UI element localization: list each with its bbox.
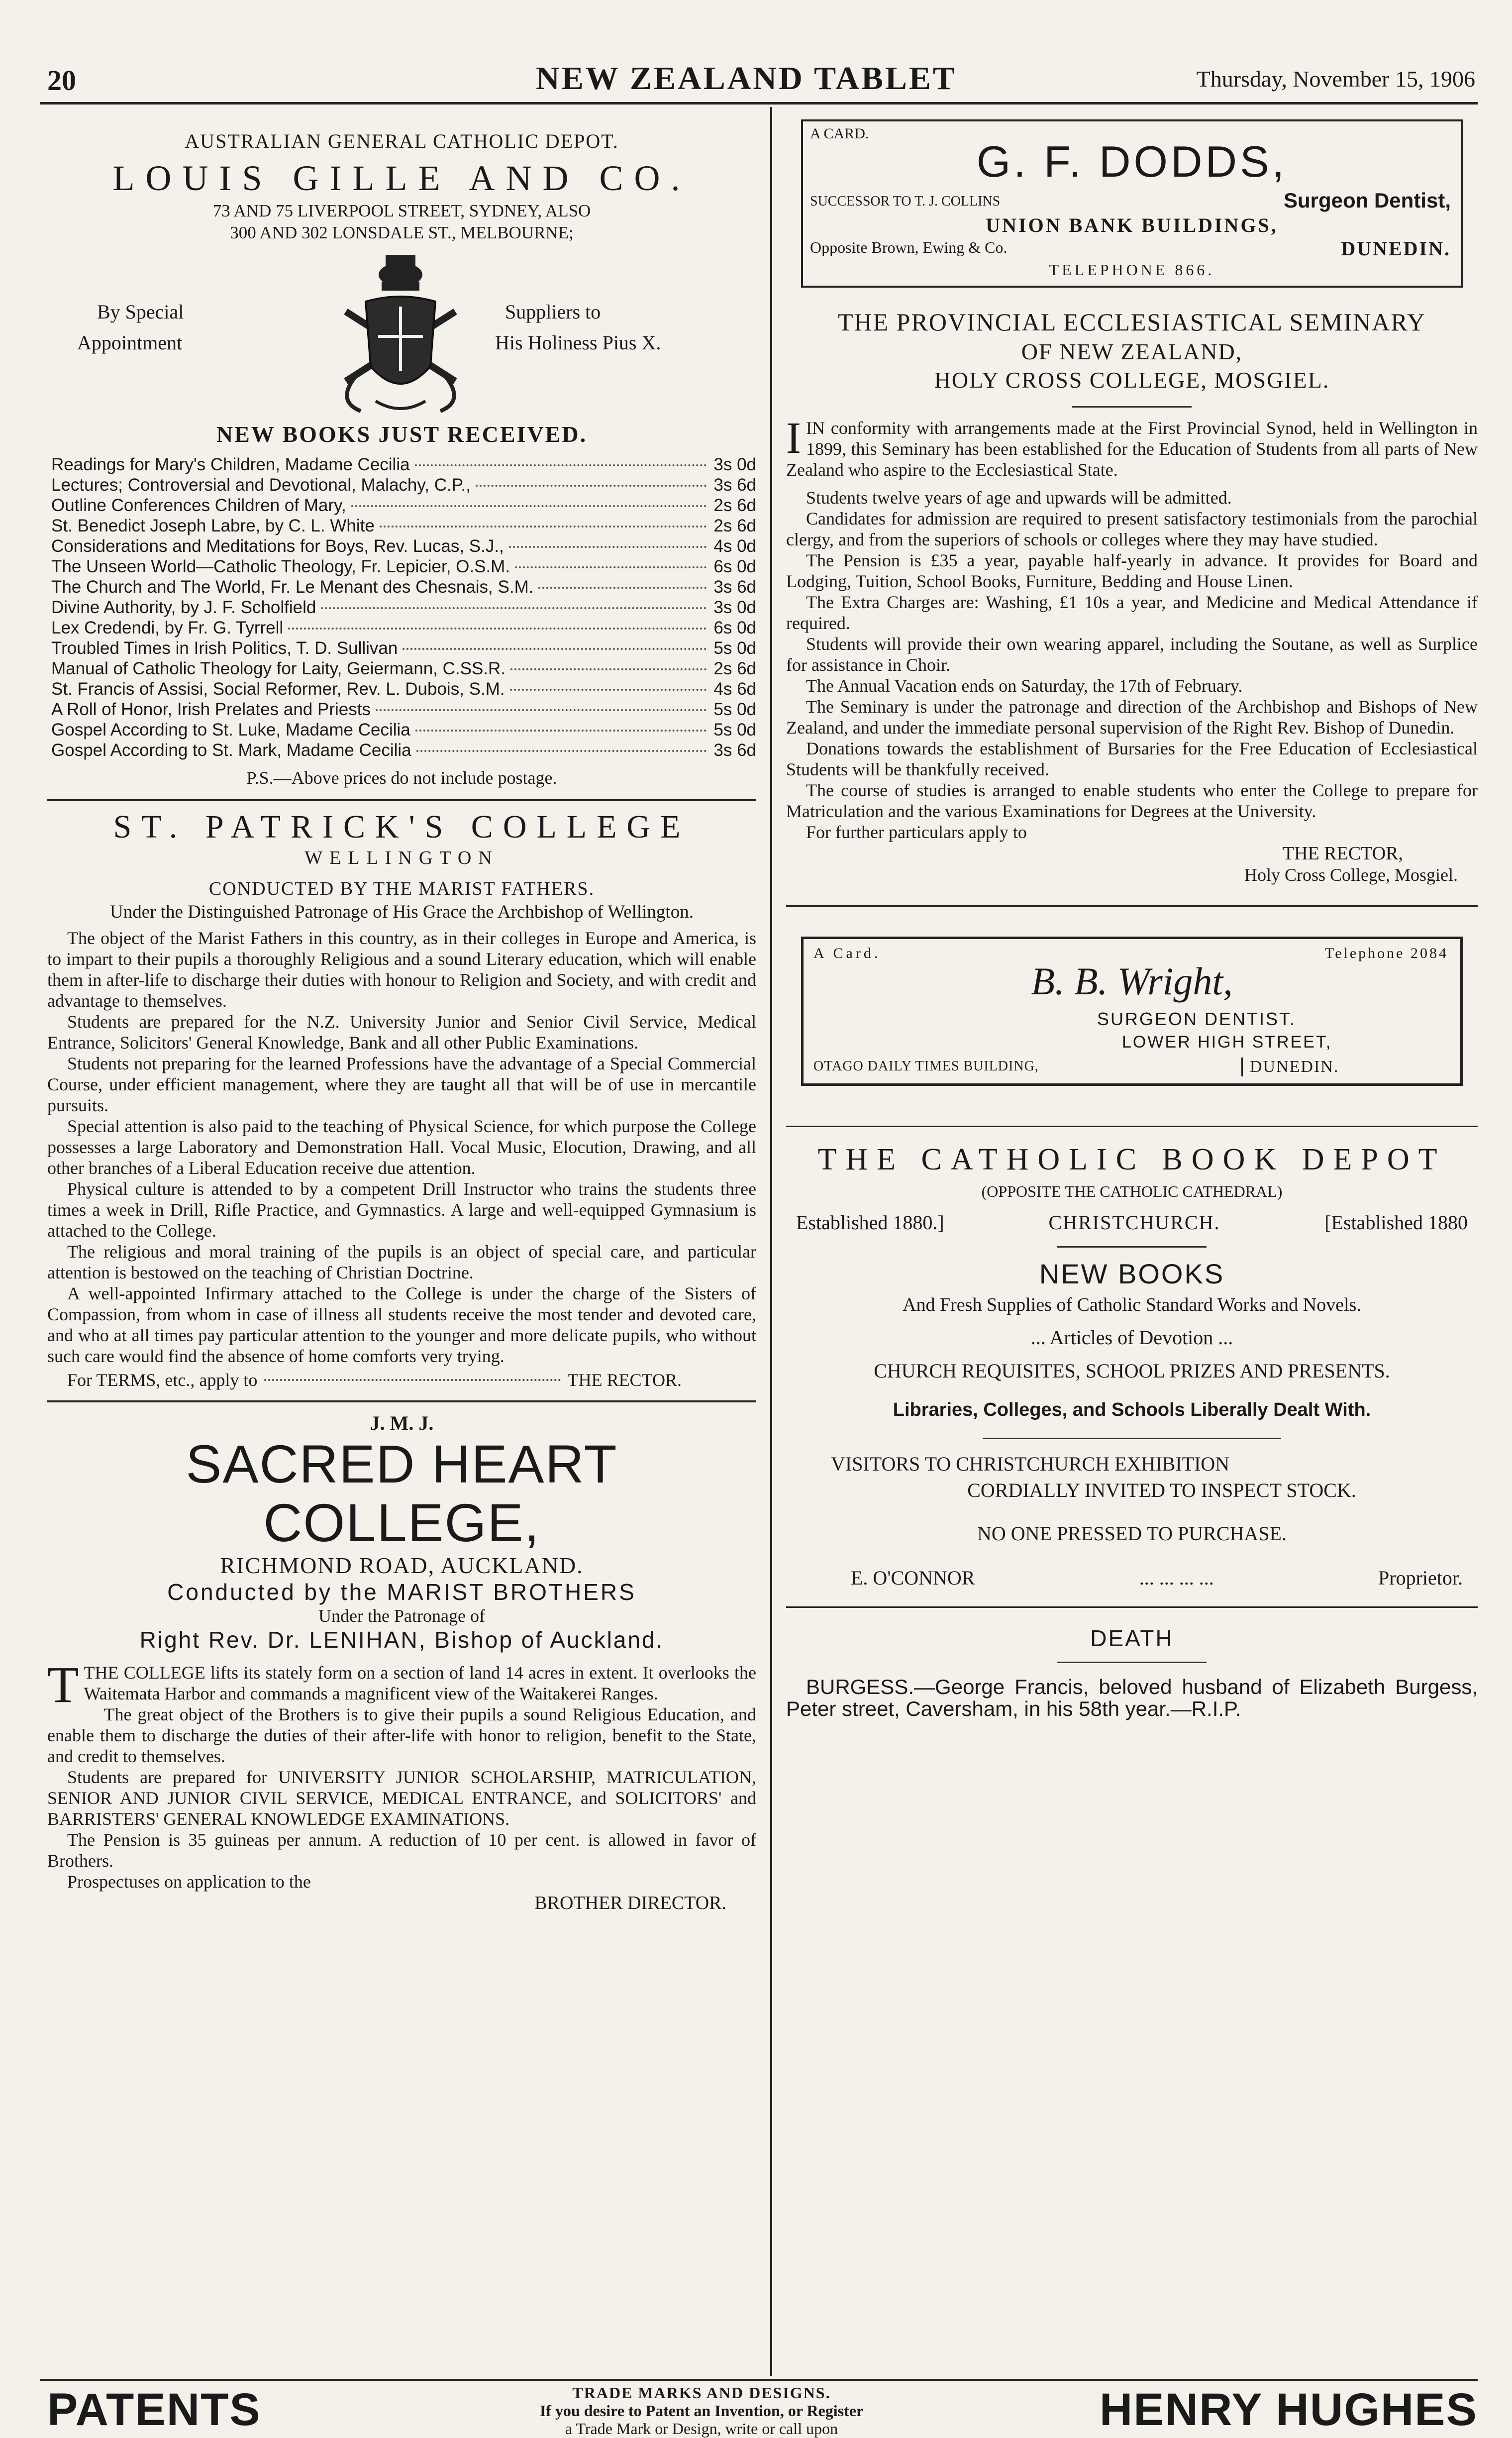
proprietor-label: Proprietor. [1378,1567,1463,1589]
college-title: ST. PATRICK'S COLLEGE [113,809,691,845]
city: DUNEDIN. [1341,237,1451,260]
depot-city: CHRISTCHURCH. [1048,1211,1220,1234]
college-location: WELLINGTON [304,848,499,868]
divider [47,799,756,801]
book-title: Gospel According to St. Mark, Madame Cecilia [51,741,411,760]
postage-note: P.S.—Above prices do not include postage. [246,768,557,788]
company-name: LOUIS GILLE AND CO. [112,158,691,198]
list-item [51,454,756,475]
list-item [51,556,756,577]
book-title: Lectures; Controversial and Devotional, Malachy, C.P., [51,475,471,495]
dropcap-letter: T [47,1656,79,1713]
list-item [51,536,756,556]
appointment-right-line1: Suppliers to [505,301,601,323]
paragraph: Students are prepared for the N.Z. University Junior and Senior Civil Service, Medical Entrance, Solicitors' General Knowledge, Bank and all other Public Examinations. [47,1012,756,1053]
card-label: A CARD. [810,125,869,142]
patronage: Under the Distinguished Patronage of His Grace the Archbishop of Wellington. [110,902,694,922]
rector-signature: THE RECTOR, [1282,843,1403,864]
footer-rule [40,2379,1478,2381]
list-item [51,638,756,658]
college-title: SACRED HEART COLLEGE, [186,1434,618,1553]
seminary-ad [786,308,1478,885]
patronage: Under the Patronage of [318,1606,485,1626]
proprietor-dots: ... ... ... ... [1139,1567,1214,1589]
rector-address: Holy Cross College, Mosgiel. [1244,865,1458,885]
opposite-line: Opposite Brown, Ewing & Co. [810,238,1008,256]
book-price: 6s 0d [713,618,756,637]
appointment-left-line1: By Special [97,301,184,323]
page-number: 20 [47,64,76,97]
visitors-line: VISITORS TO CHRISTCHURCH EXHIBITION [831,1453,1230,1475]
book-price: 6s 0d [713,557,756,576]
paragraph: Candidates for admission are required to present satisfactory testimonials from the parochial clergy, and from the superiors of schools or colleges where they may have studied. [786,509,1478,549]
card-label: A Card. [813,945,881,961]
st-patricks-ad [47,808,756,1390]
paragraph: A well-appointed Infirmary attached to the College is under the charge of the Sisters of Compassion, from whom in case of illness all students receive the most tender and devoted care, and who at all times pay particular attention to the younger and more delicate pupils, who without such care would find the absence of home comforts very trying. [47,1283,756,1366]
book-price: 3s 6d [713,475,756,495]
address-melbourne: 300 AND 302 LONSDALE ST., MELBOURNE; [230,223,574,242]
footer-middle-line3: a Trade Mark or Design, write or call upon [565,2420,838,2438]
appointment-right-line2: His Holiness Pius X. [495,331,661,354]
depot-title: THE CATHOLIC BOOK DEPOT [817,1143,1446,1176]
list-item [51,658,756,679]
profession: Surgeon Dentist, [1283,189,1451,212]
list-item [51,597,756,618]
book-depot-ad [786,1142,1478,1590]
book-title: Troubled Times in Irish Politics, T. D. Sullivan [51,638,398,658]
building: UNION BANK BUILDINGS, [986,214,1278,236]
seminary-college: HOLY CROSS COLLEGE, MOSGIEL. [934,367,1330,393]
paragraph: Prospectuses on application to the [67,1872,311,1892]
list-item [51,699,756,720]
book-title: Gospel According to St. Luke, Madame Cecilia [51,720,410,740]
depot-opposite: (OPPOSITE THE CATHOLIC CATHEDRAL) [981,1182,1283,1200]
paragraph: IIN conformity with arrangements made at the First Provincial Synod, held in Wellington in 1899, this Seminary has been established for the Education of Students from all parts of New Zealand who aspire to the Ecclesiastical State. [786,414,1478,480]
building: OTAGO DAILY TIMES BUILDING, [813,1059,1039,1074]
paragraph: Students not preparing for the learned Professions have the advantage of a Special Commercial Course, under efficient management, where they are taught all that will be of use in mercantile pursuits. [47,1054,756,1115]
telephone: Telephone 2084 [1324,945,1448,961]
college-body [47,928,756,1367]
paragraph: The Pension is 35 guineas per annum. A reduction of 10 per cent. is allowed in favor of Brothers. [47,1830,756,1871]
terms-line: For TERMS, etc., apply to [67,1370,258,1390]
seminary-body [786,414,1478,843]
articles-devotion: ... Articles of Devotion ... [1030,1326,1233,1349]
book-title: The Church and The World, Fr. Le Menant des Chesnais, S.M. [51,577,534,597]
list-item [51,618,756,638]
established-right: [Established 1880 [1324,1211,1468,1234]
sacred-heart-ad [47,1411,756,1914]
paragraph: For further particulars apply to [806,822,1027,842]
address-sydney: 73 AND 75 LIVERPOOL STREET, SYDNEY, ALSO [212,201,591,220]
paragraph: Physical culture is attended to by a competent Drill Instructor who trains the students three times a week in Drill, Rifle Practice, and Gymnastics. A large and well-equipped Gymnasium is attached to the College. [47,1179,756,1241]
street: LOWER HIGH STREET, [1122,1033,1332,1052]
death-heading: DEATH [1090,1625,1174,1651]
college-body [47,1656,756,1892]
book-price: 3s 6d [713,577,756,597]
book-price: 2s 6d [713,496,756,515]
book-price: 3s 6d [713,741,756,760]
paragraph: The Pension is £35 a year, payable half-yearly in advance. It provides for Board and Lodging, Tuition, School Books, Furniture, Bedding and House Linen. [786,550,1478,591]
footer-middle-line2: If you desire to Patent an Invention, or Register [539,2402,864,2420]
dentist-name: B. B. Wright, [1031,959,1233,1003]
divider [786,905,1478,907]
book-title: Lex Credendi, by Fr. G. Tyrrell [51,618,284,637]
header-rule [40,102,1478,105]
book-price: 5s 0d [713,720,756,740]
established-left: Established 1880.] [796,1211,944,1234]
column-divider [770,107,772,2376]
divider [786,1126,1478,1127]
book-title: St. Francis of Assisi, Social Reformer, Rev. L. Dubois, S.M. [51,679,505,699]
right-column [786,114,1478,1720]
no-one-line: NO ONE PRESSED TO PURCHASE. [977,1522,1287,1545]
book-title: Divine Authority, by J. F. Scholfield [51,598,316,617]
paragraph: The object of the Marist Fathers in this country, as in their colleges in Europe and America, is to impart to their pupils a thoroughly Religious and a sound Literary education, which will enable them in after-life to discharge their duties with honour to Religion and Society, and with credit and advantage to themselves. [47,928,756,1011]
paragraph: Special attention is also paid to the teaching of Physical Science, for which purpose the College possesses a large Laboratory and Demonstration Hall. Vocal Music, Elocution, Drawing, and all other branches of a Liberal Education receive due attention. [47,1116,756,1178]
book-title: Considerations and Meditations for Boys, Rev. Lucas, S.J., [51,536,504,556]
paragraph: Students twelve years of age and upwards will be admitted. [806,488,1232,508]
telephone: TELEPHONE 866. [1049,261,1215,279]
death-notice [786,1625,1478,1720]
papal-arms-emblem [326,252,475,416]
book-price: 4s 6d [713,679,756,699]
dentist-name: G. F. DODDS, [976,137,1288,186]
new-books: NEW BOOKS [1039,1258,1225,1289]
book-title: A Roll of Honor, Irish Prelates and Priests [51,700,371,719]
paragraph: The Annual Vacation ends on Saturday, the 17th of February. [806,676,1243,696]
divider [47,1400,756,1402]
church-requisites: CHURCH REQUISITES, SCHOOL PRIZES AND PRESENTS. [874,1360,1390,1382]
list-item [51,577,756,597]
book-title: Manual of Catholic Theology for Laity, Geiermann, C.SS.R. [51,659,506,678]
cordially-line: CORDIALLY INVITED TO INSPECT STOCK. [967,1479,1356,1501]
book-title: The Unseen World—Catholic Theology, Fr. Lepicier, O.S.M. [51,557,510,576]
rector-signature: THE RECTOR. [567,1370,682,1390]
seminary-subtitle: OF NEW ZEALAND, [1021,339,1243,364]
book-title: Outline Conferences Children of Mary, [51,496,346,515]
masthead-title: NEW ZEALAND TABLET [536,60,957,97]
paragraph: The Extra Charges are: Washing, £1 10s a year, and Medicine and Medical Attendance if required. [786,592,1478,633]
paragraph: The religious and moral training of the pupils is an object of special care, and particular attention is bestowed on the teaching of Christian Doctrine. [47,1242,756,1282]
book-price: 3s 0d [713,598,756,617]
conducted-by: Conducted by the MARIST BROTHERS [167,1579,636,1605]
successor-line: SUCCESSOR TO T. J. COLLINS [810,194,1001,209]
footer-henry-hughes: HENRY HUGHES [1099,2384,1478,2435]
book-price: 5s 0d [713,700,756,719]
paragraph: The Seminary is under the patronage and direction of the Archbishop and Bishops of New Zealand, and under the immediate personal supervision of the Right Rev. Bishop of Dunedin. [786,697,1478,738]
seminary-title: THE PROVINCIAL ECCLESIASTICAL SEMINARY [837,308,1426,336]
paragraph: Students will provide their own wearing apparel, including the Soutane, as well as Surplice for assistance in Choir. [786,634,1478,675]
director-signature: BROTHER DIRECTOR. [534,1893,726,1913]
list-item [51,679,756,699]
book-price: 5s 0d [713,638,756,658]
left-column [47,114,756,1914]
wright-card [801,937,1463,1086]
appointment-left [77,297,184,358]
conducted-by: CONDUCTED BY THE MARIST FATHERS. [208,878,595,899]
death-text: BURGESS.—George Francis, beloved husband of Elizabeth Burgess, Peter street, Caversham, in his 58th year.—R.I.P. [786,1675,1478,1720]
book-price: 4s 0d [713,536,756,556]
paragraph: Donations towards the establishment of Bursaries for the Free Education of Ecclesiastical Students will be thankfully received. [786,739,1478,779]
dropcap-letter: I [786,414,801,463]
book-price: 3s 0d [713,455,756,474]
book-title: St. Benedict Joseph Labre, by C. L. White [51,516,375,535]
book-price: 2s 6d [713,659,756,678]
books-heading: NEW BOOKS JUST RECEIVED. [216,422,588,447]
profession: SURGEON DENTIST. [1097,1009,1297,1029]
book-list [47,454,756,760]
paragraph: The great object of the Brothers is to give their pupils a sound Religious Education, and enable them to discharge the duties of their after-life with honor to religion, benefit to the State, and credit to themselves. [47,1704,756,1766]
louis-gille-ad [47,129,756,788]
footer-patents: PATENTS [47,2384,261,2435]
footer-middle-line1: TRADE MARKS AND DESIGNS. [572,2384,831,2402]
book-price: 2s 6d [713,516,756,535]
list-item [51,720,756,740]
footer-middle [378,2384,1025,2438]
book-title: Readings for Mary's Children, Madame Cecilia [51,455,410,474]
list-item [51,516,756,536]
list-item [51,495,756,516]
list-item [51,740,756,760]
paragraph: The course of studies is arranged to enable students who enter the College to prepare for Matriculation and the various Examinations for Degrees at the University. [786,780,1478,821]
appointment-right [495,297,661,358]
city: DUNEDIN. [1241,1058,1339,1076]
paragraph: Students are prepared for UNIVERSITY JUNIOR SCHOLARSHIP, MATRICULATION, SENIOR AND JUNIOR CIVIL SERVICE, MEDICAL ENTRANCE, and SOLICITORS' and BARRISTERS' GENERAL KNOWLEDGE EXAMINATIONS. [47,1767,756,1829]
dodds-card [801,119,1463,288]
fresh-supplies: And Fresh Supplies of Catholic Standard Works and Novels. [903,1294,1361,1315]
proprietor-name: E. O'CONNOR [851,1567,975,1589]
issue-date: Thursday, November 15, 1906 [1196,66,1475,92]
depot-heading: AUSTRALIAN GENERAL CATHOLIC DEPOT. [185,130,619,152]
appointment-left-line2: Appointment [77,331,183,354]
bishop: Right Rev. Dr. LENIHAN, Bishop of Auckland. [139,1627,664,1653]
paragraph: TTHE COLLEGE lifts its stately form on a section of land 14 acres in extent. It overlooks the Waitemata Harbor and commands a magnificent view of the Waitakerei Ranges. [47,1656,756,1713]
college-address: RICHMOND ROAD, AUCKLAND. [220,1553,584,1578]
libraries-line: Libraries, Colleges, and Schools Liberally Dealt With. [893,1399,1371,1420]
jmj-initials: J. M. J. [370,1412,434,1434]
list-item [51,475,756,495]
divider [786,1606,1478,1608]
